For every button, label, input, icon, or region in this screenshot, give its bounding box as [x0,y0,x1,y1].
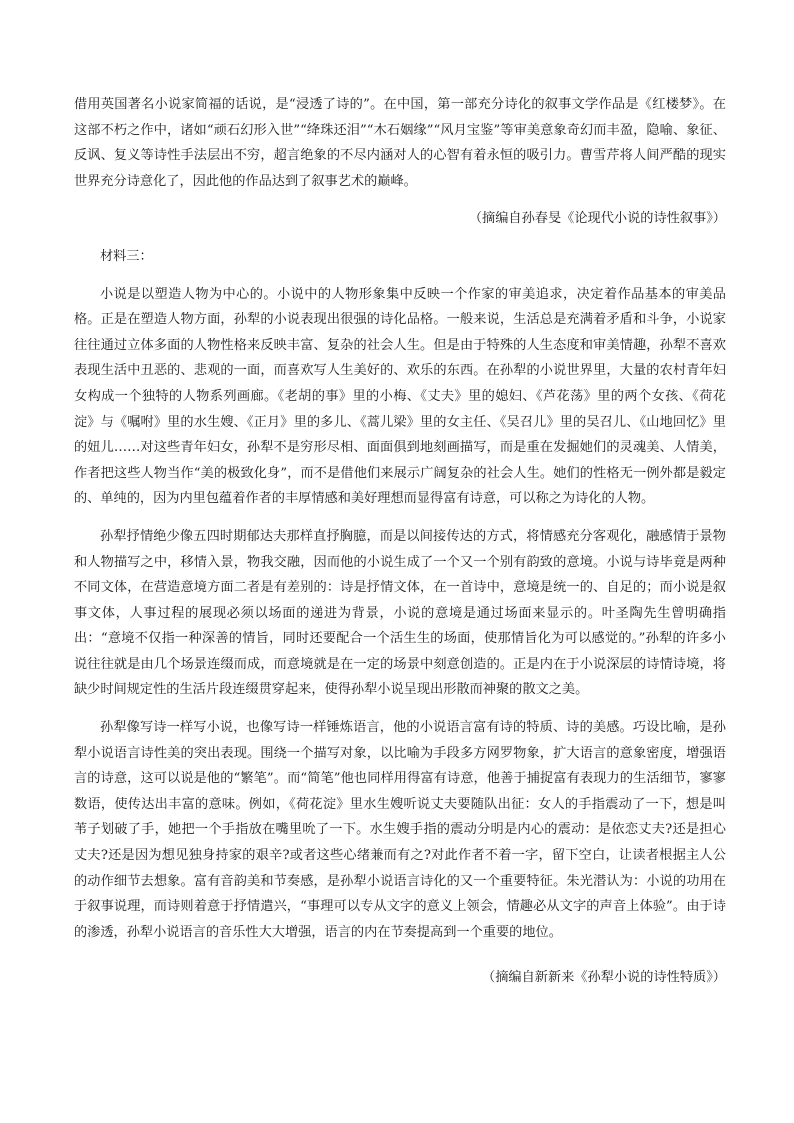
spacer [74,270,726,282]
spacer [74,703,726,715]
document-page [74,92,726,991]
spacer [74,232,726,244]
paragraph-material-two-end: 借用英国著名小说家简福的话说，是“浸透了诗的”。在中国，第一部充分诗化的叙事文学作品是《红楼梦》。在这部不朽之作中，诸如“顽石幻形入世”“绛珠还泪”“木石姻缘”“风月宝鉴”等审美意象奇幻而丰盈，隐喻、象征、反讽、复义等诗性手法层出不穷，超言绝象的不尽内涵对人的心智有着永恒的吸引力。曹雪芹将人间严酷的现实世界充分诗意化了，因此他的作品达到了叙事艺术的巅峰。 [74,97,726,189]
paragraph-mood: 孙犁抒情绝少像五四时期郁达夫那样直抒胸臆，而是以间接传达的方式，将情感充分客观化，融感情于景物和人物描写之中，移情入景，物我交融，因而他的小说生成了一个又一个别有韵致的意境。小说与诗毕竟是两种不同文体，在营造意境方面二者是有差别的：诗是抒情文体，在一首诗中，意境是统一的、自足的；而小说是叙事文体，人事过程的展现必须以场面的递进为背景，小说的意境是通过场面来显示的。叶圣陶先生曾明确指出：“意境不仅指一种深善的情旨，同时还要配合一个活生生的场面，使那情旨化为可以感觉的。”孙犁的许多小说往往就是由几个场景连缀而成，而意境就是在一定的场景中刻意创造的。正是内在于小说深层的诗情诗境，将缺少时间规定性的生活片段连缀贯穿起来，使得孙犁小说呈现出形散而神聚的散文之美。 [74,528,726,698]
spacer [74,194,726,206]
material-three-label: 材料三： [100,248,153,264]
spacer [74,512,726,524]
source-citation-1: （摘编自孙春旻《论现代小说的诗性叙事》） [468,211,726,227]
spacer [74,945,726,965]
paragraph-characters: 小说是以塑造人物为中心的。小说中的人物形象集中反映一个作家的审美追求，决定着作品基本的审美品格。正是在塑造人物方面，孙犁的小说表现出很强的诗化品格。一般来说，生活总是充满着矛盾和斗争，小说家往往通过立体多面的人物性格来反映丰富、复杂的社会人生。但是由于特殊的人生态度和审美情趣，孙犁不喜欢表现生活中丑恶的、悲观的一面，而喜欢写人生美好的、欢乐的东西。在孙犁的小说世界里，大量的农村青年妇女构成一个独特的人物系列画廊。《老胡的事》里的小梅、《丈夫》里的媳妇、《芦花荡》里的两个女孩、《荷花淀》与《嘱咐》里的水生嫂、《正月》里的多儿、《蒿儿梁》里的女主任、《吴召儿》里的吴召儿、《山地回忆》里的妞儿……对这些青年妇女，孙犁不是穷形尽相、面面俱到地刻画描写，而是重在发掘她们的灵魂美、人情美，作者把这些人物当作“美的极致化身”，而不是借他们来展示广阔复杂的社会人生。她们的性格无一例外都是毅定的、单纯的，因为内里包蕴着作者的丰厚情感和美好理想而显得富有诗意，可以称之为诗化的人物。 [74,286,726,507]
source-citation-2: （摘编自新新来《孙犁小说的诗性特质》） [482,970,726,986]
paragraph-language: 孙犁像写诗一样写小说，也像写诗一样锤炼语言，他的小说语言富有诗的特质、诗的美感。巧设比喻，是孙犁小说语言诗性美的突出表现。围绕一个描写对象，以比喻为手段多方网罗物象，扩大语言的意象密度，增强语言的诗意，这可以说是他的“繁笔”。而“简笔”他也同样用得富有诗意，他善于捕捉富有表现力的生活细节，寥寥数语，使传达出丰富的意味。例如，《荷花淀》里水生嫂听说丈夫要随队出征：女人的手指震动了一下，想是叫苇子划破了手，她把一个手指放在嘴里吮了一下。水生嫂手指的震动分明是内心的震动：是依恋丈夫?还是担心丈夫?还是因为想见独身持家的艰辛?或者这些心绪兼而有之?对此作者不着一字，留下空白，让读者根据主人公的动作细节去想象。富有音韵美和节奏感，是孙犁小说语言诗化的又一个重要特征。朱光潜认为：小说的功用在于叙事说理，而诗则着意于抒情遣兴，“事理可以专从文字的意义上领会，情趣必从文字的声音上体验”。由于诗的渗透，孙犁小说语言的音乐性大大增强，语言的内在节奏提高到一个重要的地位。 [74,720,726,940]
